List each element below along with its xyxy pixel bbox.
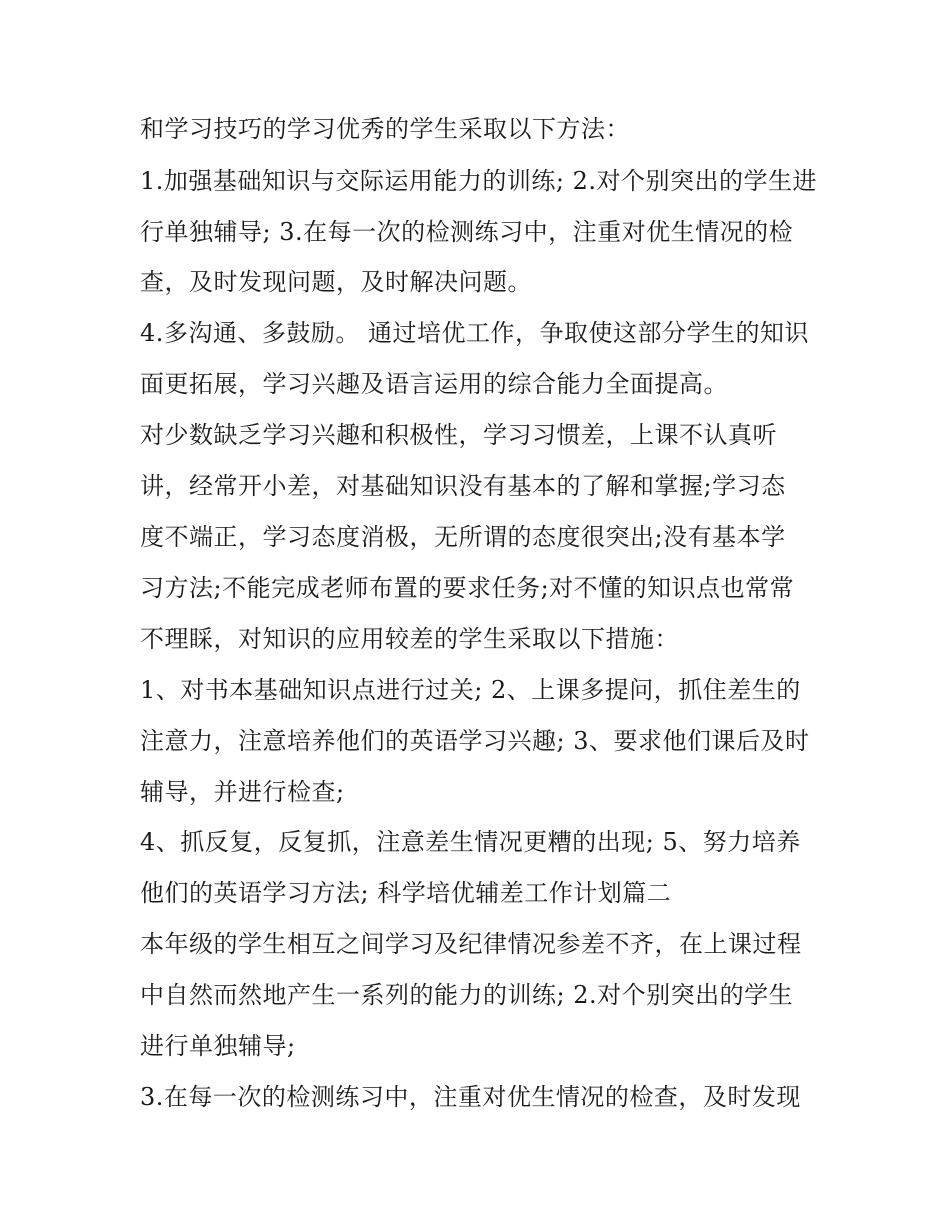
text-line: 3.在每一次的检测练习中，注重对优生情况的检查，及时发现 — [140, 1083, 801, 1111]
text-line: 本年级的学生相互之间学习及纪律情况参差不齐，在上课过程 — [140, 930, 802, 958]
text-line: 习方法;不能完成老师布置的要求任务;对不懂的知识点也常常 — [140, 574, 795, 602]
text-line: 4.多沟通、多鼓励。 通过培优工作，争取使这部分学生的知识 — [140, 319, 810, 347]
text-line: 查，及时发现问题，及时解决问题。 — [140, 268, 532, 296]
text-line: 不理睬，对知识的应用较差的学生采取以下措施： — [140, 625, 679, 653]
text-line: 中自然而然地产生一系列的能力的训练; 2.对个别突出的学生 — [140, 981, 794, 1009]
text-line: 行单独辅导; 3.在每一次的检测练习中，注重对优生情况的检 — [140, 218, 794, 246]
text-line: 注意力，注意培养他们的英语学习兴趣; 3、要求他们课后及时 — [140, 727, 810, 755]
text-line: 对少数缺乏学习兴趣和积极性，学习习惯差，上课不认真听 — [140, 421, 777, 449]
text-line: 1.加强基础知识与交际运用能力的训练; 2.对个别突出的学生进 — [140, 167, 818, 195]
text-line: 讲，经常开小差，对基础知识没有基本的了解和掌握;学习态 — [140, 472, 786, 500]
text-line: 他们的英语学习方法; 科学培优辅差工作计划篇二 — [140, 879, 672, 907]
text-line: 面更拓展，学习兴趣及语言运用的综合能力全面提高。 — [140, 370, 728, 398]
text-line: 4、抓反复，反复抓，注意差生情况更糟的出现; 5、努力培养 — [140, 828, 801, 856]
text-line: 度不端正，学习态度消极，无所谓的态度很突出;没有基本学 — [140, 523, 786, 551]
text-line: 1、对书本基础知识点进行过关; 2、上课多提问，抓住差生的 — [140, 676, 801, 704]
text-line: 进行单独辅导; — [140, 1032, 296, 1060]
text-line: 辅导，并进行检查; — [140, 778, 345, 806]
text-line: 和学习技巧的学习优秀的学生采取以下方法： — [140, 115, 630, 143]
